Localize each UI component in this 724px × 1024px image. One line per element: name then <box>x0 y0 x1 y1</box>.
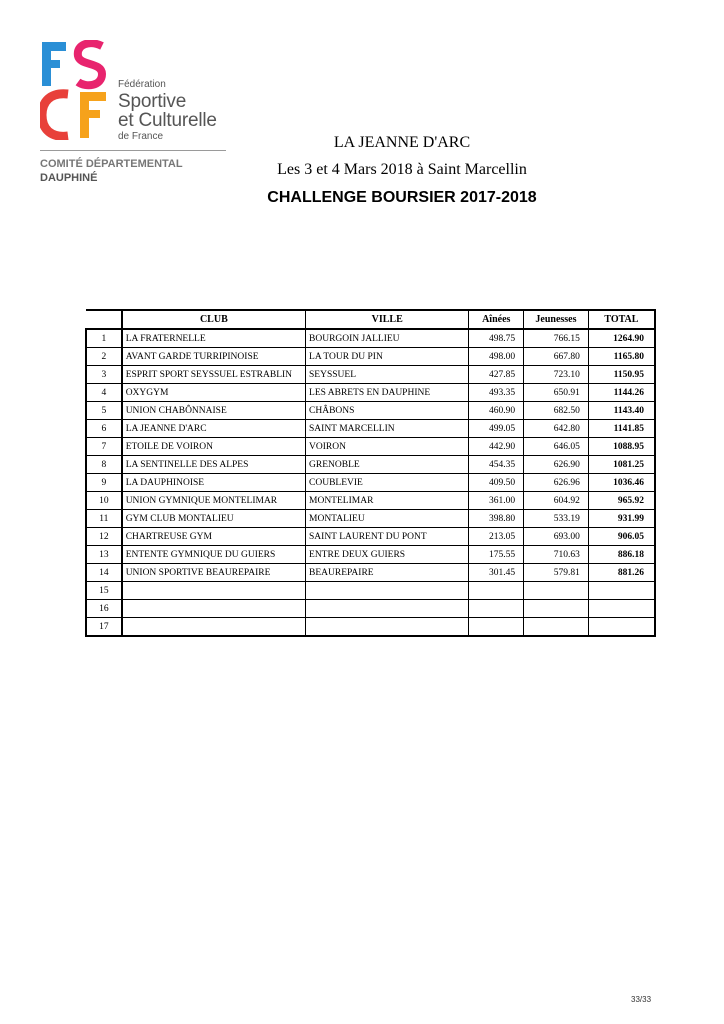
cell-club <box>122 582 306 600</box>
logo-department <box>40 158 183 186</box>
logo-line-sportive: Sportive <box>118 91 187 112</box>
logo-divider <box>40 150 226 151</box>
cell-ville: VOIRON <box>306 438 469 456</box>
cell-ainees: 498.75 <box>469 329 524 348</box>
cell-jeunesses <box>524 582 589 600</box>
fscf-logo-mark-icon <box>40 40 110 140</box>
table-row <box>86 366 655 384</box>
cell-total: 886.18 <box>588 546 655 564</box>
logo-dept-line2: DAUPHINÉ <box>40 171 98 184</box>
cell-jeunesses: 642.80 <box>524 420 589 438</box>
table-row <box>86 420 655 438</box>
cell-rank: 4 <box>86 384 122 402</box>
cell-jeunesses: 693.00 <box>524 528 589 546</box>
cell-club: CHARTREUSE GYM <box>122 528 306 546</box>
table-row <box>86 564 655 582</box>
cell-ville: LES ABRETS EN DAUPHINE <box>306 384 469 402</box>
cell-ville: SAINT MARCELLIN <box>306 420 469 438</box>
cell-ville: ENTRE DEUX GUIERS <box>306 546 469 564</box>
table-row <box>86 600 655 618</box>
cell-rank: 16 <box>86 600 122 618</box>
cell-total <box>588 582 655 600</box>
page-number: 33/33 <box>631 995 652 1004</box>
cell-rank: 3 <box>86 366 122 384</box>
cell-club: GYM CLUB MONTALIEU <box>122 510 306 528</box>
cell-ainees: 499.05 <box>469 420 524 438</box>
cell-ainees: 213.05 <box>469 528 524 546</box>
cell-ville: BOURGOIN JALLIEU <box>306 329 469 348</box>
cell-jeunesses: 723.10 <box>524 366 589 384</box>
cell-ainees: 493.35 <box>469 384 524 402</box>
cell-total: 1150.95 <box>588 366 655 384</box>
cell-jeunesses: 626.90 <box>524 456 589 474</box>
cell-club: UNION SPORTIVE BEAUREPAIRE <box>122 564 306 582</box>
cell-ville: MONTELIMAR <box>306 492 469 510</box>
cell-total: 931.99 <box>588 510 655 528</box>
cell-jeunesses: 710.63 <box>524 546 589 564</box>
table-row <box>86 474 655 492</box>
cell-club: ENTENTE GYMNIQUE DU GUIERS <box>122 546 306 564</box>
logo-dept-line1: COMITÉ DÉPARTEMENTAL <box>40 158 183 170</box>
cell-rank: 17 <box>86 618 122 637</box>
table-row <box>86 582 655 600</box>
cell-ainees <box>469 600 524 618</box>
table-row <box>86 618 655 637</box>
cell-club: OXYGYM <box>122 384 306 402</box>
cell-rank: 1 <box>86 329 122 348</box>
cell-jeunesses <box>524 618 589 637</box>
cell-jeunesses: 646.05 <box>524 438 589 456</box>
cell-club: LA SENTINELLE DES ALPES <box>122 456 306 474</box>
table-row <box>86 348 655 366</box>
cell-ainees: 427.85 <box>469 366 524 384</box>
table-row <box>86 492 655 510</box>
header-ville: VILLE <box>306 310 469 329</box>
cell-total: 1088.95 <box>588 438 655 456</box>
table-row <box>86 546 655 564</box>
table-row <box>86 510 655 528</box>
cell-club: LA FRATERNELLE <box>122 329 306 348</box>
host-club-heading: LA JEANNE D'ARC <box>333 134 471 151</box>
cell-total: 881.26 <box>588 564 655 582</box>
cell-rank: 14 <box>86 564 122 582</box>
cell-total <box>588 600 655 618</box>
header-total: TOTAL <box>588 310 655 329</box>
cell-rank: 6 <box>86 420 122 438</box>
table-header-row <box>86 310 655 329</box>
challenge-title: CHALLENGE BOURSIER 2017-2018 <box>267 189 537 206</box>
cell-rank: 15 <box>86 582 122 600</box>
cell-ville <box>306 618 469 637</box>
cell-total: 965.92 <box>588 492 655 510</box>
cell-ainees: 460.90 <box>469 402 524 420</box>
cell-ville: COUBLEVIE <box>306 474 469 492</box>
cell-ainees: 398.80 <box>469 510 524 528</box>
cell-ville: BEAUREPAIRE <box>306 564 469 582</box>
cell-total: 1036.46 <box>588 474 655 492</box>
cell-club: LA DAUPHINOISE <box>122 474 306 492</box>
cell-rank: 12 <box>86 528 122 546</box>
cell-jeunesses: 626.96 <box>524 474 589 492</box>
cell-ainees: 301.45 <box>469 564 524 582</box>
header-club: CLUB <box>122 310 306 329</box>
cell-ainees <box>469 618 524 637</box>
cell-total: 906.05 <box>588 528 655 546</box>
logo-line-federation: Fédération <box>118 79 166 90</box>
cell-total <box>588 618 655 637</box>
cell-ainees: 442.90 <box>469 438 524 456</box>
cell-club: ESPRIT SPORT SEYSSUEL ESTRABLIN <box>122 366 306 384</box>
cell-ville: MONTALIEU <box>306 510 469 528</box>
cell-club: LA JEANNE D'ARC <box>122 420 306 438</box>
cell-club <box>122 618 306 637</box>
event-date-heading: Les 3 et 4 Mars 2018 à Saint Marcellin <box>277 161 527 178</box>
cell-club: UNION GYMNIQUE MONTELIMAR <box>122 492 306 510</box>
table-row <box>86 329 655 348</box>
cell-jeunesses: 533.19 <box>524 510 589 528</box>
logo-line-culturelle: et Culturelle <box>118 110 217 131</box>
cell-club: ETOILE DE VOIRON <box>122 438 306 456</box>
cell-jeunesses: 604.92 <box>524 492 589 510</box>
cell-rank: 13 <box>86 546 122 564</box>
cell-club: AVANT GARDE TURRIPINOISE <box>122 348 306 366</box>
header-jeunesses: Jeunesses <box>524 310 589 329</box>
cell-ainees: 498.00 <box>469 348 524 366</box>
cell-ville: CHÂBONS <box>306 402 469 420</box>
cell-ville: SAINT LAURENT DU PONT <box>306 528 469 546</box>
header-ainees: Aînées <box>469 310 524 329</box>
results-table <box>85 309 656 637</box>
cell-jeunesses: 650.91 <box>524 384 589 402</box>
cell-jeunesses: 579.81 <box>524 564 589 582</box>
cell-rank: 9 <box>86 474 122 492</box>
cell-rank: 11 <box>86 510 122 528</box>
cell-ainees: 361.00 <box>469 492 524 510</box>
cell-club <box>122 600 306 618</box>
cell-rank: 8 <box>86 456 122 474</box>
cell-ville <box>306 600 469 618</box>
cell-total: 1141.85 <box>588 420 655 438</box>
cell-ainees: 409.50 <box>469 474 524 492</box>
cell-ville: LA TOUR DU PIN <box>306 348 469 366</box>
table-row <box>86 528 655 546</box>
cell-ainees: 175.55 <box>469 546 524 564</box>
table-row <box>86 438 655 456</box>
cell-total: 1144.26 <box>588 384 655 402</box>
cell-jeunesses <box>524 600 589 618</box>
cell-club: UNION CHABÔNNAISE <box>122 402 306 420</box>
logo-line-france: de France <box>118 131 164 142</box>
cell-total: 1264.90 <box>588 329 655 348</box>
cell-rank: 5 <box>86 402 122 420</box>
cell-total: 1081.25 <box>588 456 655 474</box>
header-rank-blank <box>86 310 122 329</box>
cell-rank: 10 <box>86 492 122 510</box>
cell-ville: SEYSSUEL <box>306 366 469 384</box>
cell-jeunesses: 766.15 <box>524 329 589 348</box>
cell-total: 1165.80 <box>588 348 655 366</box>
table-row <box>86 384 655 402</box>
table-row <box>86 402 655 420</box>
cell-ville <box>306 582 469 600</box>
cell-ainees: 454.35 <box>469 456 524 474</box>
cell-ainees <box>469 582 524 600</box>
cell-jeunesses: 682.50 <box>524 402 589 420</box>
cell-rank: 2 <box>86 348 122 366</box>
table-row <box>86 456 655 474</box>
cell-total: 1143.40 <box>588 402 655 420</box>
cell-rank: 7 <box>86 438 122 456</box>
cell-jeunesses: 667.80 <box>524 348 589 366</box>
cell-ville: GRENOBLE <box>306 456 469 474</box>
